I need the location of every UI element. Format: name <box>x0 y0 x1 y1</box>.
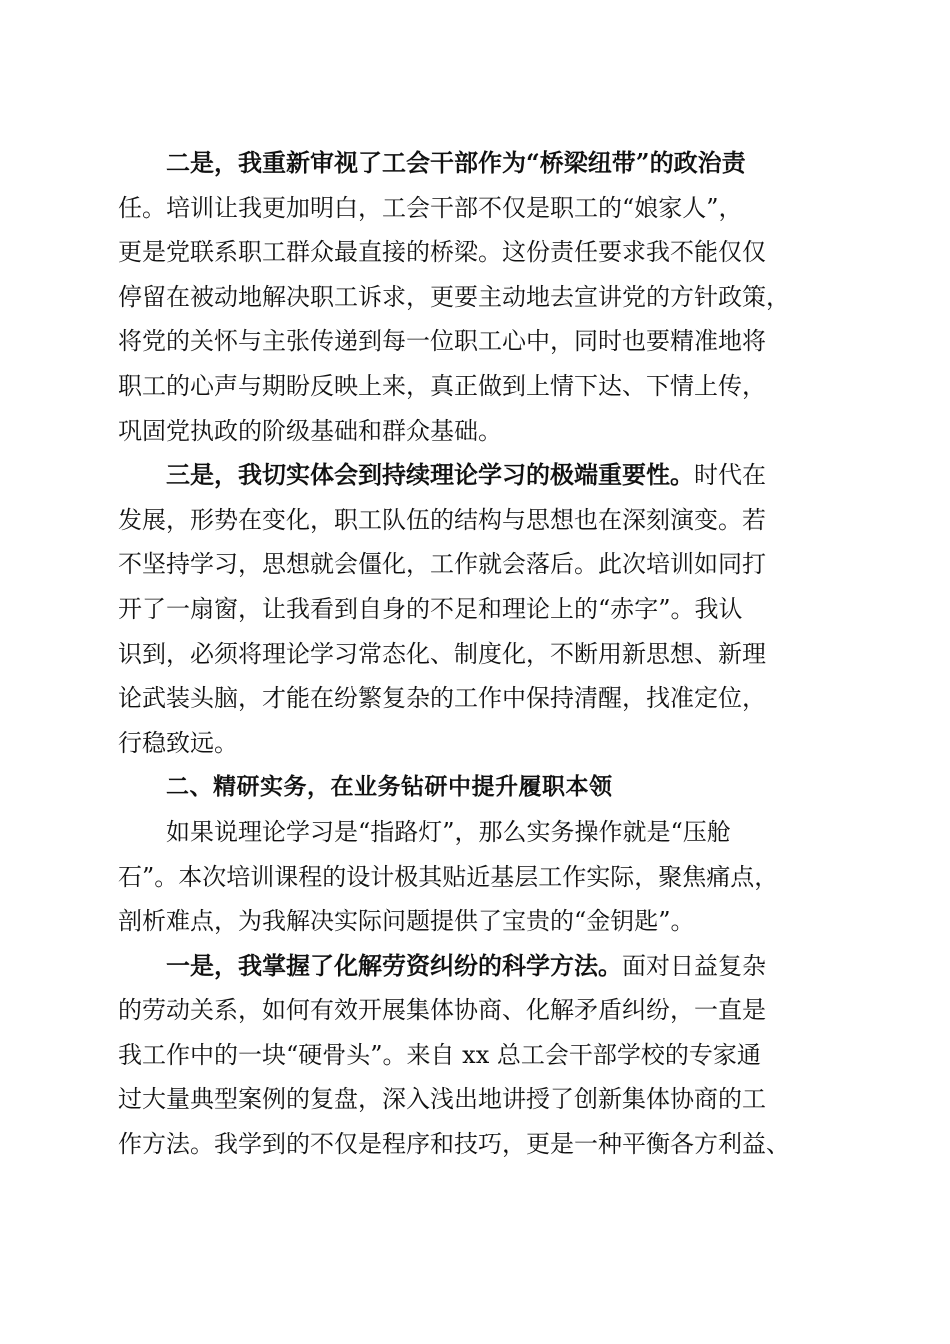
paragraph-1-line-3: 更是党联系职工群众最直接的桥梁。这份责任要求我不能仅仅 <box>118 238 766 267</box>
paragraph-4-first-rest: 面对日益复杂 <box>622 951 766 980</box>
paragraph-1-line-4: 停留在被动地解决职工诉求，更要主动地去宣讲党的方针政策， <box>118 282 790 311</box>
paragraph-2-line-2: 发展，形势在变化，职工队伍的结构与思想也在深刻演变。若 <box>118 505 766 534</box>
paragraph-1-lead: 二是，我重新审视了工会干部作为“桥梁纽带”的政治责 <box>166 148 746 177</box>
paragraph-2-line-1 <box>118 453 838 498</box>
paragraph-2-line-4: 开了一扇窗，让我看到自身的不足和理论上的“赤字”。我认 <box>118 594 743 623</box>
paragraph-2-lead: 三是，我切实体会到持续理论学习的极端重要性。 <box>166 460 694 490</box>
paragraph-3-line-2: 石”。本次培训课程的设计极其贴近基层工作实际，聚焦痛点， <box>118 862 779 891</box>
paragraph-3-line-3: 剖析难点，为我解决实际问题提供了宝贵的“金钥匙”。 <box>118 907 695 936</box>
paragraph-4-lead: 一是，我掌握了化解劳资纠纷的科学方法。 <box>166 950 622 980</box>
paragraph-2-first-rest: 时代在 <box>694 461 766 490</box>
paragraph-4-line-4: 过大量典型案例的复盘，深入浅出地讲授了创新集体协商的工 <box>118 1085 766 1114</box>
paragraph-1-line-7: 巩固党执政的阶级基础和群众基础。 <box>118 416 502 445</box>
section-heading: 二、精研实务，在业务钻研中提升履职本领 <box>166 774 613 801</box>
paragraph-1-line-2: 任。培训让我更加明白，工会干部不仅是职工的“娘家人”， <box>118 193 743 222</box>
paragraph-2-line-5: 识到，必须将理论学习常态化、制度化，不断用新思想、新理 <box>118 639 766 668</box>
paragraph-1-line-5: 将党的关怀与主张传递到每一位职工心中，同时也要精准地将 <box>118 327 766 356</box>
paragraph-2-line-7: 行稳致远。 <box>118 728 238 757</box>
paragraph-1-line-1 <box>118 141 838 186</box>
paragraph-2-line-3: 不坚持学习，思想就会僵化，工作就会落后。此次培训如同打 <box>118 550 766 579</box>
paragraph-3-line-1: 如果说理论学习是“指路灯”，那么实务操作就是“压舱 <box>166 817 731 846</box>
body-text <box>118 141 838 1167</box>
paragraph-2-line-6: 论武装头脑，才能在纷繁复杂的工作中保持清醒，找准定位， <box>118 684 766 713</box>
paragraph-4-line-1 <box>118 944 838 989</box>
paragraph-1-line-6: 职工的心声与期盼反映上来，真正做到上情下达、下情上传， <box>118 371 766 400</box>
paragraph-4-line-5: 作方法。我学到的不仅是程序和技巧，更是一种平衡各方利益、 <box>118 1130 790 1159</box>
paragraph-4-line-3: 我工作中的一块“硬骨头”。来自 xx 总工会干部学校的专家通 <box>118 1040 761 1069</box>
paragraph-4-line-2: 的劳动关系，如何有效开展集体协商、化解矛盾纠纷，一直是 <box>118 996 766 1025</box>
